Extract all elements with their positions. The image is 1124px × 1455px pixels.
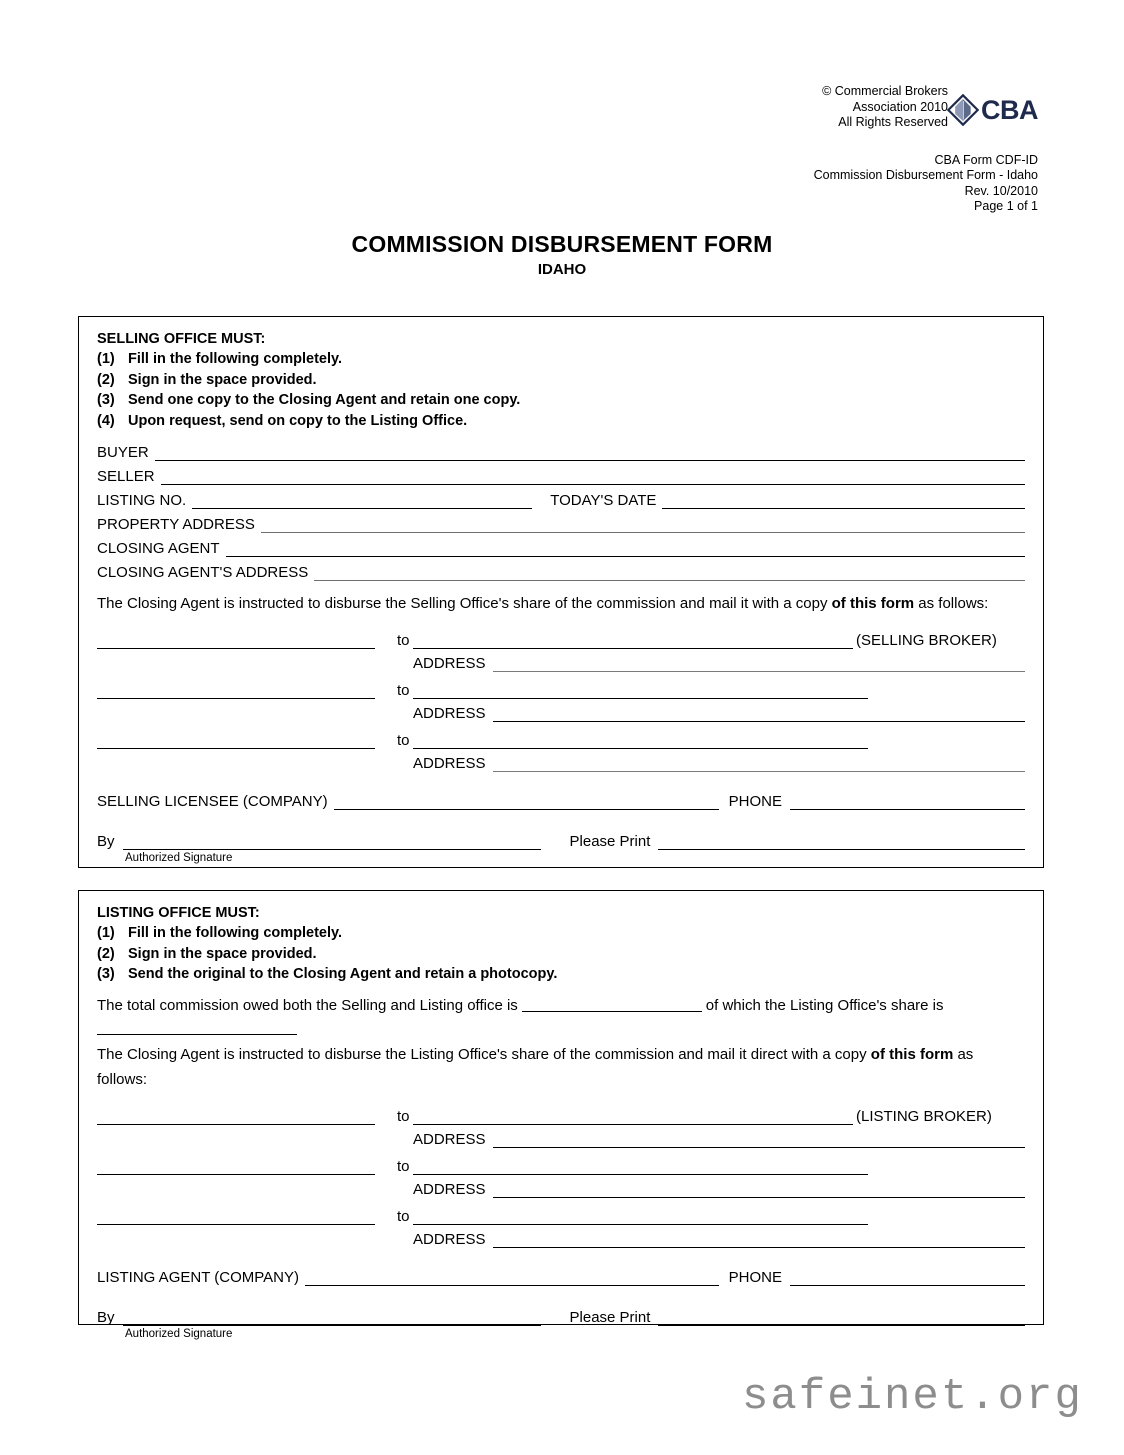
document-header [618, 84, 1038, 215]
selling-must-title: SELLING OFFICE MUST: [97, 331, 266, 347]
listing-addr-row-2 [97, 1175, 1025, 1198]
please-print-label: Please Print [569, 1308, 651, 1326]
selling-signature-caption: Authorized Signature [125, 852, 233, 864]
listing-share-input[interactable] [97, 1018, 297, 1035]
selling-must-item-4 [97, 411, 1025, 432]
listing-phone-input[interactable] [790, 1269, 1025, 1286]
selling-payee-input-1[interactable] [413, 632, 853, 649]
copyright-line-3: All Rights Reserved [838, 115, 948, 129]
instruction-text-pre: The Closing Agent is instructed to disburse the Selling Office's share of the commission and mail it with a copy [97, 595, 832, 612]
address-label: ADDRESS [413, 755, 486, 772]
selling-company-label: SELLING LICENSEE (COMPANY) [97, 793, 328, 810]
form-number: CBA Form CDF-ID [934, 152, 1038, 167]
listing-addr-row-1 [97, 1125, 1025, 1148]
listing-print-name-input[interactable] [658, 1309, 1025, 1326]
seller-label: SELLER [97, 468, 155, 485]
listing-company-row [97, 1262, 1025, 1286]
total-text-pre: The total commission owed both the Selling and Listing office is [97, 996, 518, 1014]
page-subtitle: IDAHO [537, 261, 587, 278]
selling-must-item-3 [97, 390, 1025, 411]
to-label: to [397, 1207, 410, 1225]
instruction-text-post: as follows: [97, 1045, 974, 1088]
selling-company-row [97, 786, 1025, 810]
instruction-text-bold: of this form [831, 595, 915, 612]
listing-no-label: LISTING NO. [97, 492, 187, 509]
please-print-label: Please Print [569, 833, 651, 850]
listing-disb-row-2 [97, 1152, 1025, 1175]
address-label: ADDRESS [413, 1130, 486, 1148]
listing-broker-tag: (LISTING BROKER) [856, 1107, 992, 1125]
selling-addr-row-3 [97, 749, 1025, 772]
listing-payee-input-3[interactable] [413, 1208, 868, 1225]
closing-agent-input[interactable] [226, 541, 1025, 557]
listing-disb-row-1 [97, 1102, 1025, 1125]
selling-phone-label: PHONE [728, 793, 782, 810]
list-number: (2) [97, 945, 115, 962]
listing-addr-row-3 [97, 1225, 1025, 1248]
closing-agent-row [97, 535, 1025, 557]
selling-disb-row-2 [97, 676, 1025, 699]
buyer-field-row [97, 439, 1025, 461]
page-number: Page 1 of 1 [974, 199, 1038, 213]
list-number: (3) [97, 966, 115, 982]
selling-print-name-input[interactable] [658, 833, 1025, 850]
listing-company-label: LISTING AGENT (COMPANY) [97, 1268, 299, 1286]
seller-input[interactable] [161, 469, 1025, 485]
seller-field-row [97, 463, 1025, 485]
selling-phone-input[interactable] [790, 793, 1025, 810]
list-number: (1) [97, 925, 115, 941]
to-label: to [397, 732, 410, 749]
selling-signature-input[interactable] [123, 833, 541, 850]
listing-address-input-2[interactable] [493, 1181, 1025, 1198]
copyright-line-2: Association 2010 [852, 99, 948, 114]
property-address-input[interactable] [261, 517, 1025, 533]
by-label: By [97, 833, 115, 850]
listing-signature-input[interactable] [123, 1309, 541, 1326]
watermark: safeinet.org [742, 1372, 1083, 1422]
list-text: Sign in the space provided. [128, 371, 317, 388]
listing-signature-row [97, 1302, 1025, 1326]
list-text: Sign in the space provided. [128, 945, 317, 962]
list-text: Fill in the following completely. [128, 925, 343, 941]
cba-logo [952, 92, 1038, 128]
selling-signature-row [97, 826, 1025, 850]
cba-logo-text: CBA [981, 94, 1038, 125]
listing-amount-input-1[interactable] [97, 1107, 375, 1125]
list-number: (1) [97, 351, 115, 367]
instruction-text-pre: The Closing Agent is instructed to disburse the Listing Office's share of the commission and mail it direct with a copy [97, 1045, 871, 1063]
closing-agent-address-input[interactable] [314, 565, 1025, 581]
form-meta-block [618, 153, 1038, 215]
listing-address-input-1[interactable] [493, 1131, 1025, 1148]
selling-must-item-2 [97, 370, 1025, 391]
listing-total-paragraph [97, 993, 1025, 1018]
listing-must-item-3 [97, 964, 1025, 985]
to-label: to [397, 682, 410, 699]
address-label: ADDRESS [413, 655, 486, 672]
total-commission-input[interactable] [522, 996, 702, 1012]
to-label: to [397, 1157, 410, 1175]
form-name: Commission Disbursement Form - Idaho [813, 168, 1038, 182]
closing-agent-label: CLOSING AGENT [97, 540, 220, 557]
listing-no-input[interactable] [192, 493, 532, 509]
listing-amount-input-3[interactable] [97, 1207, 375, 1225]
buyer-label: BUYER [97, 444, 149, 461]
list-number: (2) [97, 371, 115, 388]
list-text: Send the original to the Closing Agent and retain a photocopy. [128, 966, 558, 982]
listing-signature-caption: Authorized Signature [125, 1327, 233, 1340]
cba-diamond-icon [947, 94, 979, 126]
listing-must-title: LISTING OFFICE MUST: [97, 905, 260, 921]
buyer-input[interactable] [155, 445, 1025, 461]
listing-company-input[interactable] [305, 1269, 719, 1286]
closing-agent-address-label: CLOSING AGENT'S ADDRESS [97, 564, 309, 581]
list-number: (3) [97, 392, 115, 408]
address-label: ADDRESS [413, 705, 486, 722]
listing-instruction-paragraph [97, 1042, 1025, 1092]
instruction-text-bold: of this form [870, 1045, 954, 1063]
listing-payee-input-1[interactable] [413, 1108, 853, 1125]
selling-address-input-2[interactable] [493, 705, 1025, 722]
listing-payee-input-2[interactable] [413, 1158, 868, 1175]
by-label: By [97, 1308, 115, 1326]
to-label: to [397, 632, 410, 649]
listing-must-item-2 [97, 944, 1025, 965]
selling-payee-input-2[interactable] [413, 682, 868, 699]
instruction-text-post: as follows: [914, 595, 989, 612]
to-label: to [397, 1107, 410, 1125]
selling-disbursement-rows [97, 626, 1025, 772]
selling-payee-input-3[interactable] [413, 732, 868, 749]
selling-office-section [78, 316, 1044, 868]
listing-share-input-wrap [97, 1018, 1025, 1038]
selling-address-input-3[interactable] [493, 755, 1025, 772]
selling-instruction-paragraph [97, 591, 1025, 616]
list-text: Upon request, send on copy to the Listing Office. [128, 412, 468, 429]
selling-broker-tag: (SELLING BROKER) [856, 632, 997, 649]
address-label: ADDRESS [413, 1230, 486, 1248]
selling-must-item-1 [97, 349, 1025, 370]
list-number: (4) [97, 412, 115, 429]
list-text: Send one copy to the Closing Agent and retain one copy. [128, 392, 521, 408]
selling-amount-input-3[interactable] [97, 731, 375, 749]
listing-no-date-row [97, 487, 1025, 509]
todays-date-input[interactable] [662, 493, 1025, 509]
listing-disbursement-rows [97, 1102, 1025, 1248]
listing-amount-input-2[interactable] [97, 1157, 375, 1175]
listing-office-section [78, 890, 1044, 1340]
selling-company-input[interactable] [334, 793, 719, 810]
total-text-post: of which the Listing Office's share is [705, 996, 944, 1014]
selling-address-input-1[interactable] [493, 655, 1025, 672]
listing-disb-row-3 [97, 1202, 1025, 1225]
selling-addr-row-1 [97, 649, 1025, 672]
listing-address-input-3[interactable] [493, 1231, 1025, 1248]
page-title: COMMISSION DISBURSEMENT FORM [351, 231, 773, 257]
selling-amount-input-2[interactable] [97, 681, 375, 699]
listing-phone-label: PHONE [728, 1268, 782, 1286]
todays-date-label: TODAY'S DATE [550, 492, 657, 509]
listing-must-item-1 [97, 923, 1025, 944]
form-revision: Rev. 10/2010 [964, 183, 1038, 198]
property-address-label: PROPERTY ADDRESS [97, 516, 255, 533]
address-label: ADDRESS [413, 1180, 486, 1198]
selling-addr-row-2 [97, 699, 1025, 722]
selling-disb-row-3 [97, 726, 1025, 749]
selling-amount-input-1[interactable] [97, 631, 375, 649]
selling-disb-row-1 [97, 626, 1025, 649]
list-text: Fill in the following completely. [128, 351, 343, 367]
copyright-line-1: © Commercial Brokers [822, 84, 948, 98]
property-address-row [97, 511, 1025, 533]
closing-agent-address-row [97, 559, 1025, 581]
